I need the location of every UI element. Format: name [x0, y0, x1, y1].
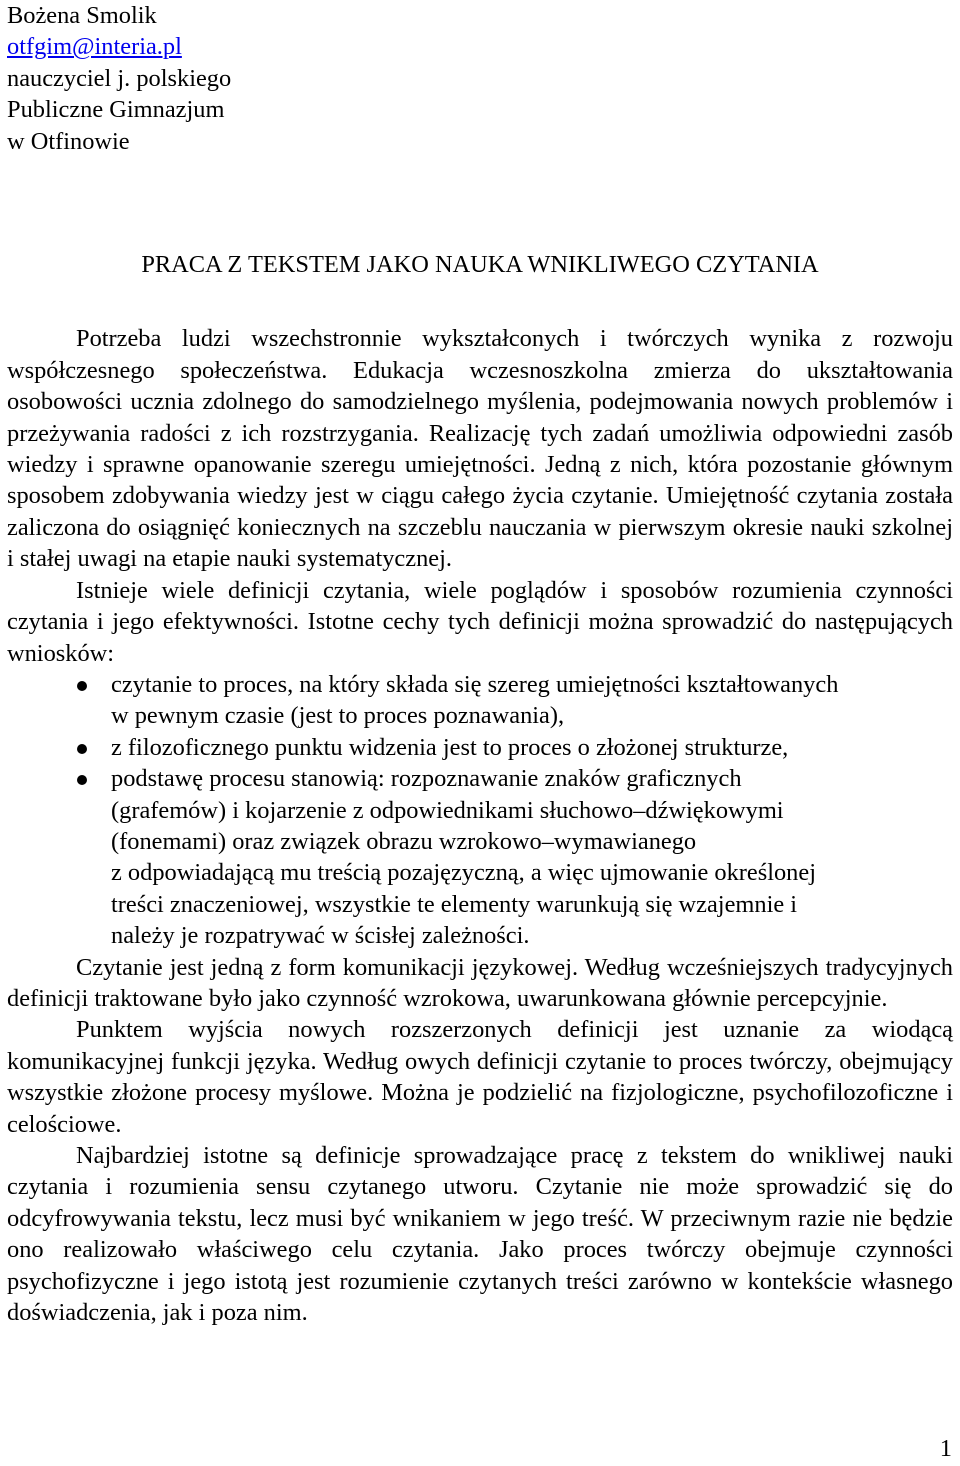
list-item-text: należy je rozpatrywać w ścisłej zależności. [111, 922, 530, 950]
paragraph-intro: Potrzeba ludzi wszechstronnie wykształconych i twórczych wynika z rozwoju współczesnego społeczeństwa. Edukacja wczesnoszkolna zmierza do ukształtowania osobowości ucznia zdolnego do samodzielnego myślenia, podejmowania nowych problemów i przeżywania radości z ich rozstrzygania. Realizację tych zadań umożliwia odpowiedni zasób wiedzy i sprawne opanowanie szeregu umiejętności. Jedną z nich, która pozostanie głównym sposobem zdobywania wiedzy jest w ciągu całego życia czytanie. Umiejętność czytania została zaliczona do osiągnięć koniecznych na szczeblu nauczania w pierwszym okresie nauki szkolnej i stałej uwagi na etapie nauki systematycznej. [7, 325, 953, 573]
bullet-icon [77, 681, 87, 691]
list-item [7, 763, 953, 951]
paragraph-definitions: Istnieje wiele definicji czytania, wiele poglądów i sposobów rozumienia czynności czytania i jego efektywności. Istotne cechy tych definicji można sprowadzić do następujących wniosków: [7, 576, 953, 667]
bullet-icon [77, 775, 87, 785]
list-item-text: w pewnym czasie (jest to proces poznawania), [111, 702, 565, 730]
author-email-link[interactable]: otfgim@interia.pl [7, 33, 182, 61]
paragraph-communication: Czytanie jest jedną z form komunikacji językowej. Według wcześniejszych tradycyjnych definicji traktowane było jako czynność wzrokowa, uwarunkowana głównie percepcyjnie. [7, 953, 953, 1012]
paragraph-essential-definitions: Najbardziej istotne są definicje sprowadzające pracę z tekstem do wnikliwej nauki czytania i rozumienia sensu czytanego utworu. Czytanie nie może sprowadzić się do odcyfrowywania tekstu, lecz musi być wnikaniem w jego treść. W przeciwnym razie nie będzie ono realizowało właściwego celu czytania. Jako proces twórczy obejmuje czynności psychofizyczne i jego istotą jest rozumienie czytanych treści zarówno w kontekście własnego doświadczenia, jak i poza nim. [7, 1142, 953, 1327]
list-item-text: (fonemami) oraz związek obrazu wzrokowo–wymawianego [111, 827, 697, 855]
list-item-text: z filozoficznego punktu widzenia jest to proces o złożonej strukturze, [111, 733, 789, 761]
list-item-text: podstawę procesu stanowią: rozpoznawanie znaków graficznych [111, 765, 742, 793]
author-role: nauczyciel j. polskiego [7, 64, 232, 92]
list-item [7, 669, 953, 732]
document-title: PRACA Z TEKSTEM JAKO NAUKA WNIKLIWEGO CZYTANIA [141, 251, 819, 279]
list-item [7, 732, 953, 763]
paragraph-new-definitions: Punktem wyjścia nowych rozszerzonych definicji jest uznanie za wiodącą komunikacyjnej funkcji języka. Według owych definicji czytanie to proces twórczy, obejmujący wszystkie złożone procesy myślowe. Można je podzielić na fizjologiczne, psychofilozoficzne i celościowe. [7, 1016, 953, 1138]
list-item-text: (grafemów) i kojarzenie z odpowiednikami słuchowo–dźwiękowymi [111, 796, 784, 824]
school-location: w Otfinowie [7, 127, 130, 155]
bullet-icon [77, 744, 87, 754]
conclusions-list [7, 669, 953, 952]
author-name: Bożena Smolik [7, 2, 157, 29]
author-header [7, 0, 953, 157]
list-item-text: z odpowiadającą mu treścią pozajęzyczną, a więc ujmowanie określonej [111, 859, 816, 887]
school-name: Publiczne Gimnazjum [7, 96, 225, 124]
list-item-text: czytanie to proces, na który składa się szereg umiejętności kształtowanych [111, 670, 839, 698]
list-item-text: treści znaczeniowej, wszystkie te elementy warunkują się wzajemnie i [111, 890, 798, 918]
page-number: 1 [939, 1435, 952, 1462]
document-page [7, 0, 953, 1328]
